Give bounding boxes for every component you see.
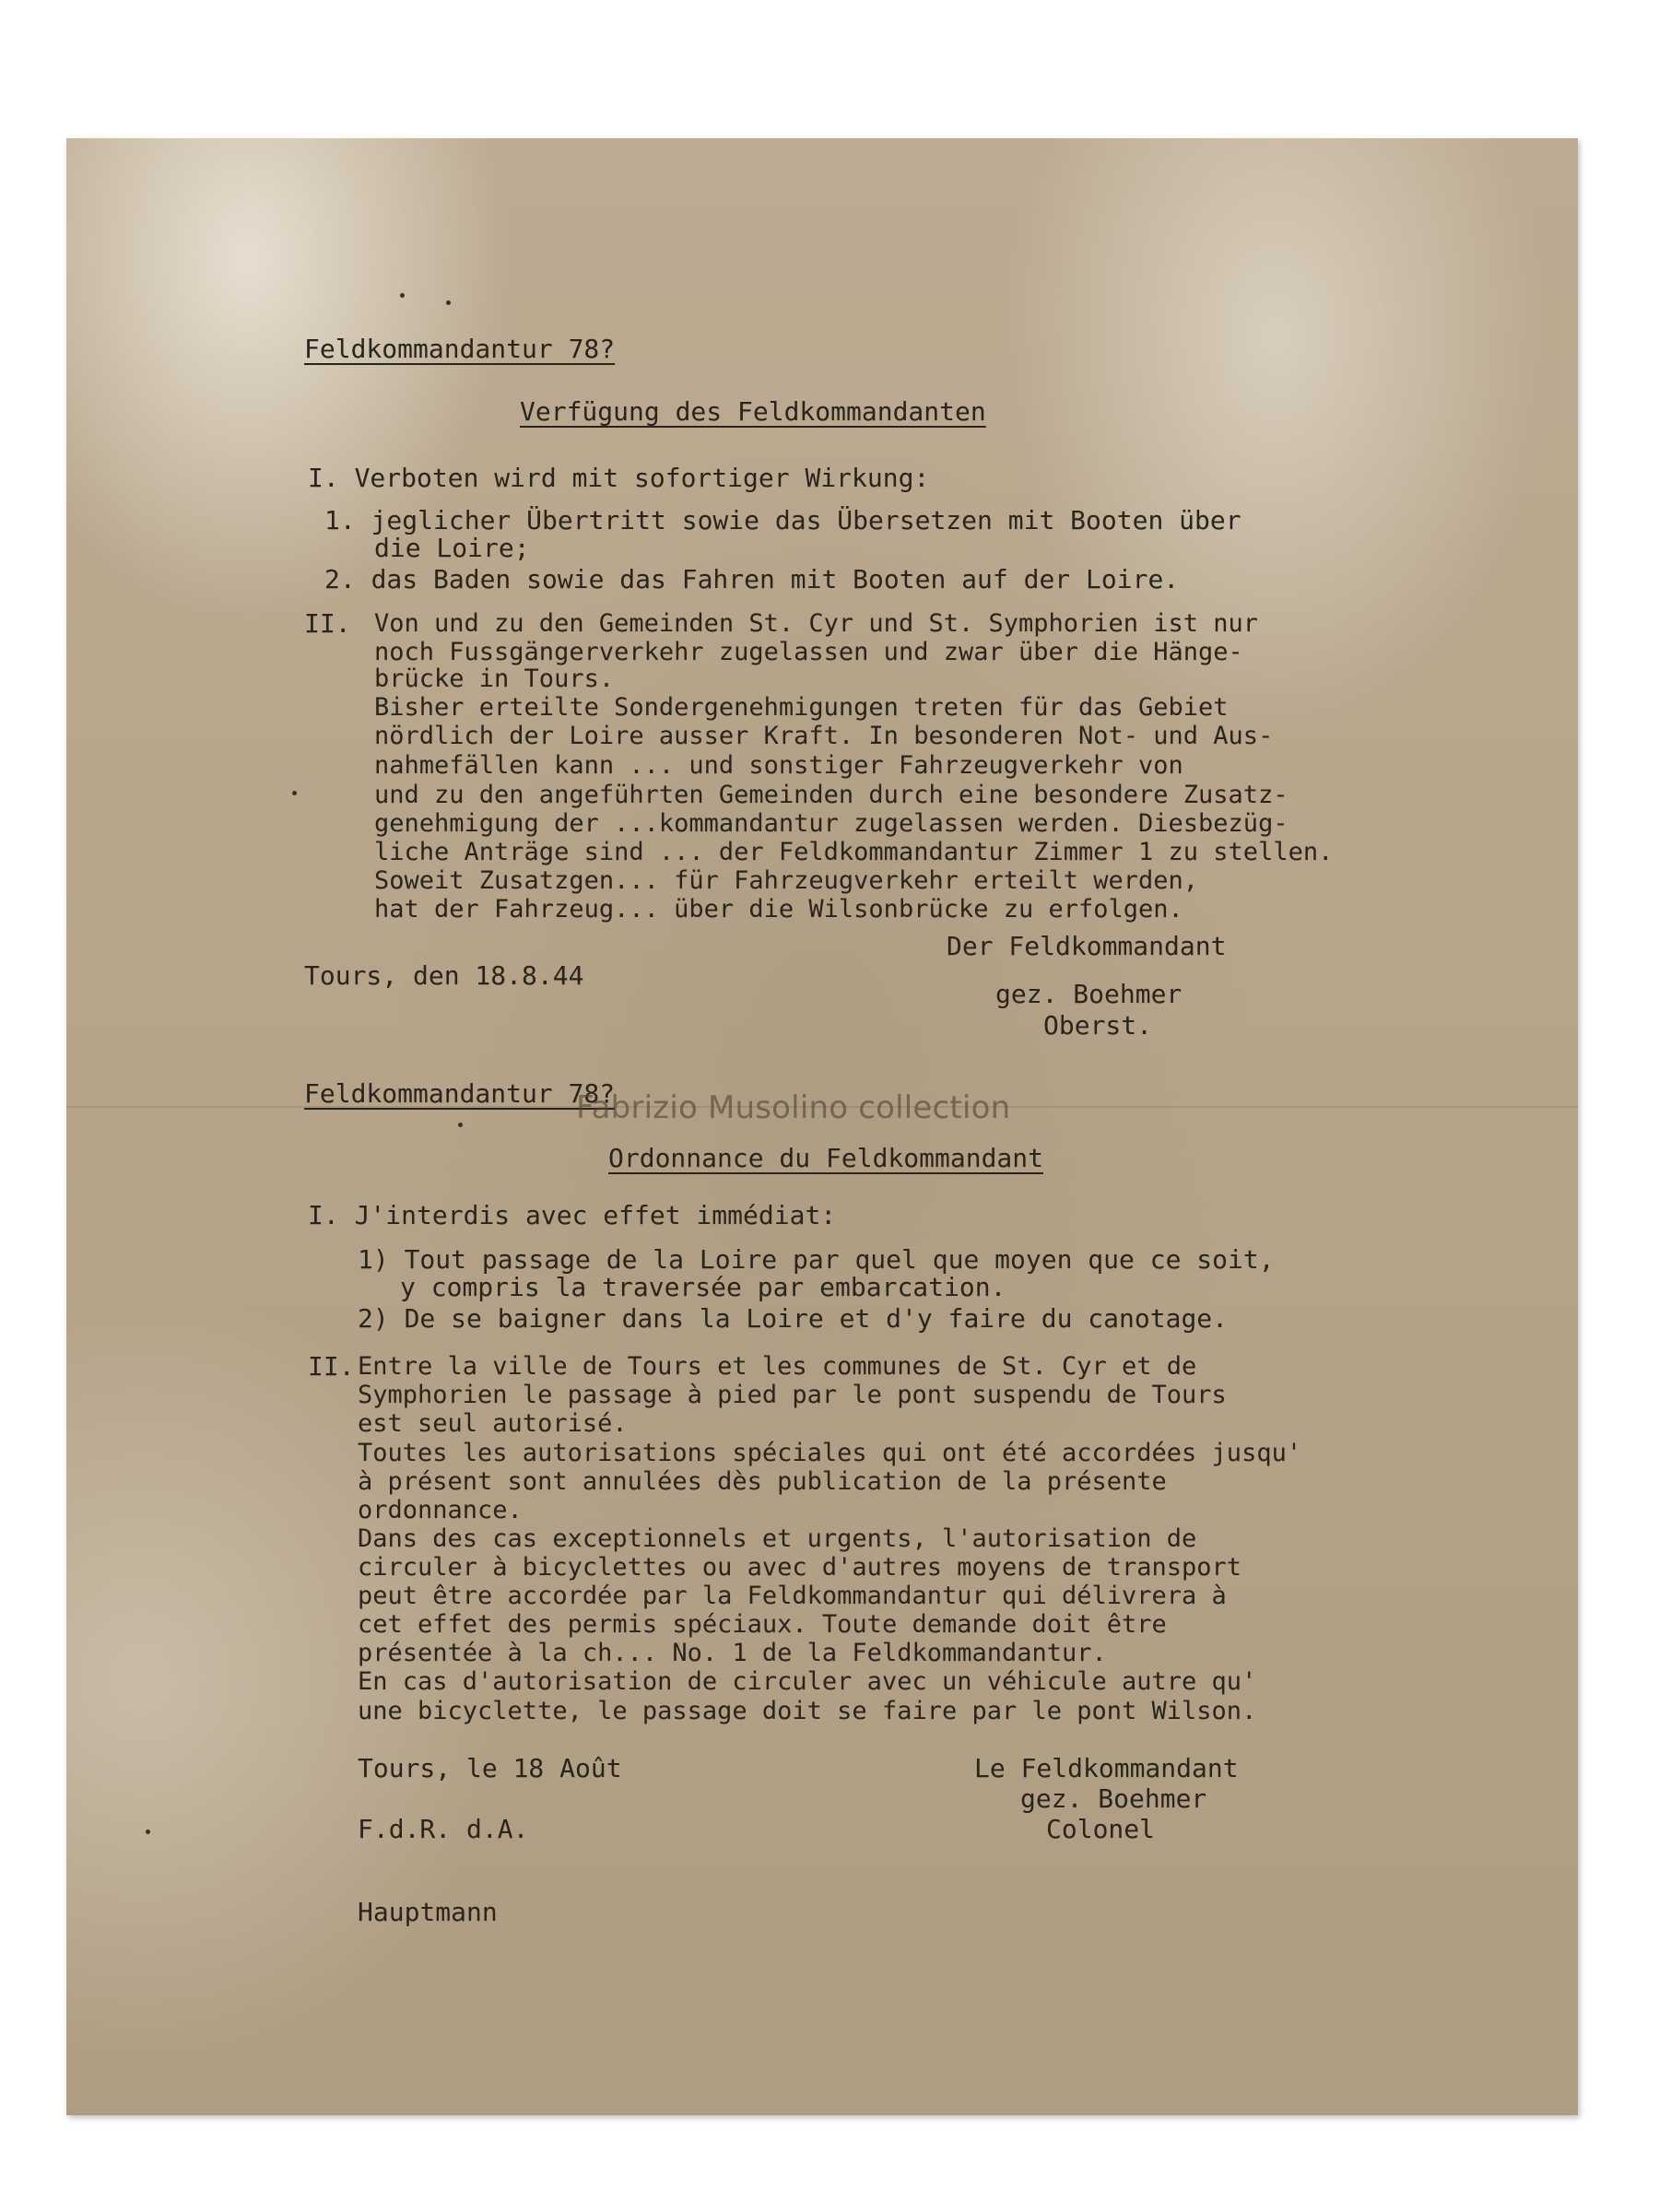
german-signature-rank: Oberst. bbox=[1043, 1010, 1153, 1041]
german-line: liche Anträge sind ... der Feldkommandantur Zimmer 1 zu stellen. bbox=[374, 838, 1334, 866]
german-place-date: Tours, den 18.8.44 bbox=[304, 960, 584, 991]
german-line: Soweit Zusatzgen... für Fahrzeugverkehr erteilt werden, bbox=[374, 866, 1199, 895]
german-header: Feldkommandantur 78? bbox=[304, 334, 616, 364]
german-line: Von und zu den Gemeinden St. Cyr und St. Symphorien ist nur bbox=[374, 609, 1259, 638]
document-text bbox=[66, 138, 1578, 2115]
french-line: En cas d'autorisation de circuler avec un véhicule autre qu' bbox=[358, 1667, 1257, 1696]
french-item: 2) De se baigner dans la Loire et d'y faire du canotage. bbox=[358, 1303, 1229, 1334]
french-line: peut être accordée par la Feldkommandantur qui délivrera à bbox=[358, 1582, 1227, 1610]
french-title: Ordonnance du Feldkommandant bbox=[608, 1143, 1044, 1173]
french-item: 1) Tout passage de la Loire par quel que moyen que ce soit, bbox=[358, 1244, 1275, 1275]
french-header: Feldkommandantur 78? bbox=[304, 1078, 616, 1109]
german-signature-name: gez. Boehmer bbox=[995, 979, 1182, 1009]
german-line: hat der Fahrzeug... über die Wilsonbrücke zu erfolgen. bbox=[374, 895, 1183, 924]
paper-sheet bbox=[66, 138, 1578, 2115]
french-line: présentée à la ch... No. 1 de la Feldkommandantur. bbox=[358, 1639, 1107, 1667]
french-section2-number: II. bbox=[308, 1351, 355, 1382]
german-line: und zu den angeführten Gemeinden durch eine besondere Zusatz- bbox=[374, 781, 1288, 809]
french-place-date: Tours, le 18 Août bbox=[358, 1753, 622, 1783]
french-line: Dans des cas exceptionnels et urgents, l'autorisation de bbox=[358, 1524, 1197, 1553]
french-line: cet effet des permis spéciaux. Toute demande doit être bbox=[358, 1610, 1167, 1639]
german-line: genehmigung der ...kommandantur zugelassen werden. Diesbezüg- bbox=[374, 809, 1288, 838]
french-line: Entre la ville de Tours et les communes de St. Cyr et de bbox=[358, 1352, 1197, 1381]
german-line: noch Fussgängerverkehr zugelassen und zwar über die Hänge- bbox=[374, 638, 1243, 666]
french-line: est seul autorisé. bbox=[358, 1409, 628, 1438]
french-item: y compris la traversée par embarcation. bbox=[400, 1272, 1006, 1302]
german-item: die Loire; bbox=[374, 533, 530, 563]
german-item: 1. jeglicher Übertritt sowie das Übersetzen mit Booten über bbox=[324, 505, 1241, 535]
french-line: Symphorien le passage à pied par le pont suspendu de Tours bbox=[358, 1381, 1227, 1409]
german-line: brücke in Tours. bbox=[374, 665, 615, 693]
german-section2-number: II. bbox=[304, 608, 351, 639]
german-section1-heading: I. Verboten wird mit sofortiger Wirkung: bbox=[308, 463, 930, 493]
german-line: Bisher erteilte Sondergenehmigungen treten für das Gebiet bbox=[374, 693, 1229, 722]
french-line: à présent sont annulées dès publication de la présente bbox=[358, 1467, 1167, 1496]
hauptmann-signature: Hauptmann bbox=[358, 1897, 498, 1927]
french-signature-name: gez. Boehmer bbox=[1020, 1783, 1207, 1814]
french-signature-title: Le Feldkommandant bbox=[974, 1753, 1239, 1783]
fdr-line: F.d.R. d.A. bbox=[358, 1814, 529, 1844]
german-line: nahmefällen kann ... und sonstiger Fahrzeugverkehr von bbox=[374, 751, 1183, 780]
watermark: Fabrizio Musolino collection bbox=[576, 1089, 1011, 1126]
german-item: 2. das Baden sowie das Fahren mit Booten auf der Loire. bbox=[324, 564, 1180, 594]
german-signature-title: Der Feldkommandant bbox=[947, 931, 1227, 961]
french-line: une bicyclette, le passage doit se faire par le pont Wilson. bbox=[358, 1697, 1257, 1725]
french-line: Toutes les autorisations spéciales qui ont été accordées jusqu' bbox=[358, 1439, 1302, 1467]
french-signature-rank: Colonel bbox=[1046, 1814, 1156, 1844]
german-line: nördlich der Loire ausser Kraft. In besonderen Not- und Aus- bbox=[374, 722, 1274, 750]
french-line: ordonnance. bbox=[358, 1496, 523, 1524]
french-line: circuler à bicyclettes ou avec d'autres moyens de transport bbox=[358, 1553, 1242, 1582]
french-section1-heading: I. J'interdis avec effet immédiat: bbox=[308, 1200, 837, 1230]
german-title: Verfügung des Feldkommandanten bbox=[520, 396, 986, 427]
